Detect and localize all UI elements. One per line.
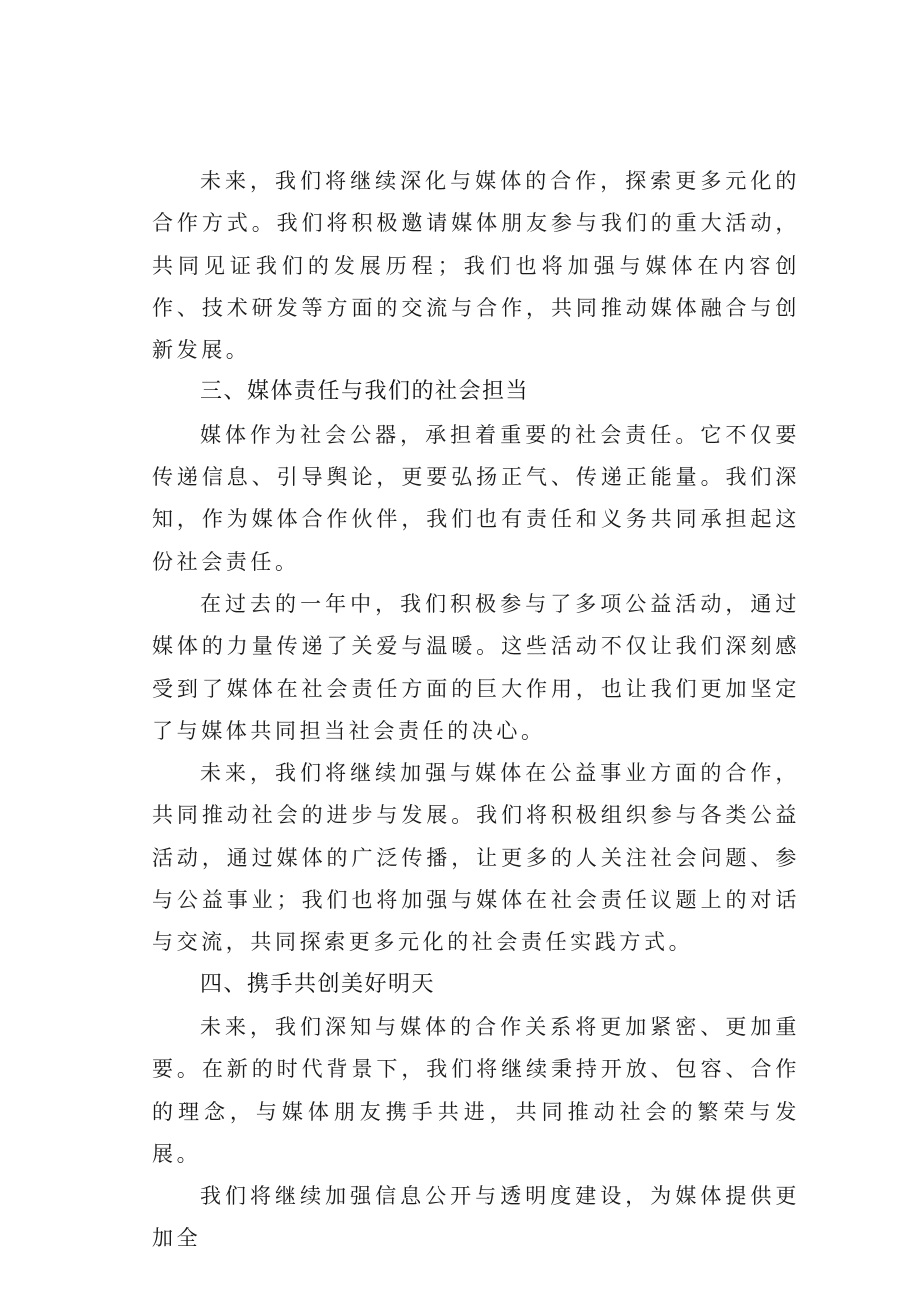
document-body <box>152 160 800 1260</box>
paragraph-media-cooperation-future: 未来，我们将继续深化与媒体的合作，探索更多元化的合作方式。我们将积极邀请媒体朋友参与我们的重大活动，共同见证我们的发展历程；我们也将加强与媒体在内容创作、技术研发等方面的交流与合作，共同推动媒体融合与创新发展。 <box>152 169 800 363</box>
section-heading-better-tomorrow: 四、携手共创美好明天 <box>200 971 436 997</box>
paragraph-public-welfare-future: 未来，我们将继续加强与媒体在公益事业方面的合作，共同推动社会的进步与发展。我们将积极组织参与各类公益活动，通过媒体的广泛传播，让更多的人关注社会问题、参与公益事业；我们也将加强与媒体在社会责任议题上的对话与交流，共同探索更多元化的社会责任实践方式。 <box>152 761 800 955</box>
paragraph-media-social-duty: 媒体作为社会公器，承担着重要的社会责任。它不仅要传递信息、引导舆论，更要弘扬正气、传递正能量。我们深知，作为媒体合作伙伴，我们也有责任和义务共同承担起这份社会责任。 <box>152 422 800 574</box>
paragraph-information-transparency: 我们将继续加强信息公开与透明度建设，为媒体提供更加全 <box>152 1184 800 1251</box>
section-heading-media-responsibility: 三、媒体责任与我们的社会担当 <box>200 379 530 405</box>
paragraph-public-welfare-activities: 在过去的一年中，我们积极参与了多项公益活动，通过媒体的力量传递了关爱与温暖。这些活动不仅让我们深刻感受到了媒体在社会责任方面的巨大作用，也让我们更加坚定了与媒体共同担当社会责任的决心。 <box>152 591 800 743</box>
paragraph-closer-partnership: 未来，我们深知与媒体的合作关系将更加紧密、更加重要。在新的时代背景下，我们将继续秉持开放、包容、合作的理念，与媒体朋友携手共进，共同推动社会的繁荣与发展。 <box>152 1014 800 1166</box>
